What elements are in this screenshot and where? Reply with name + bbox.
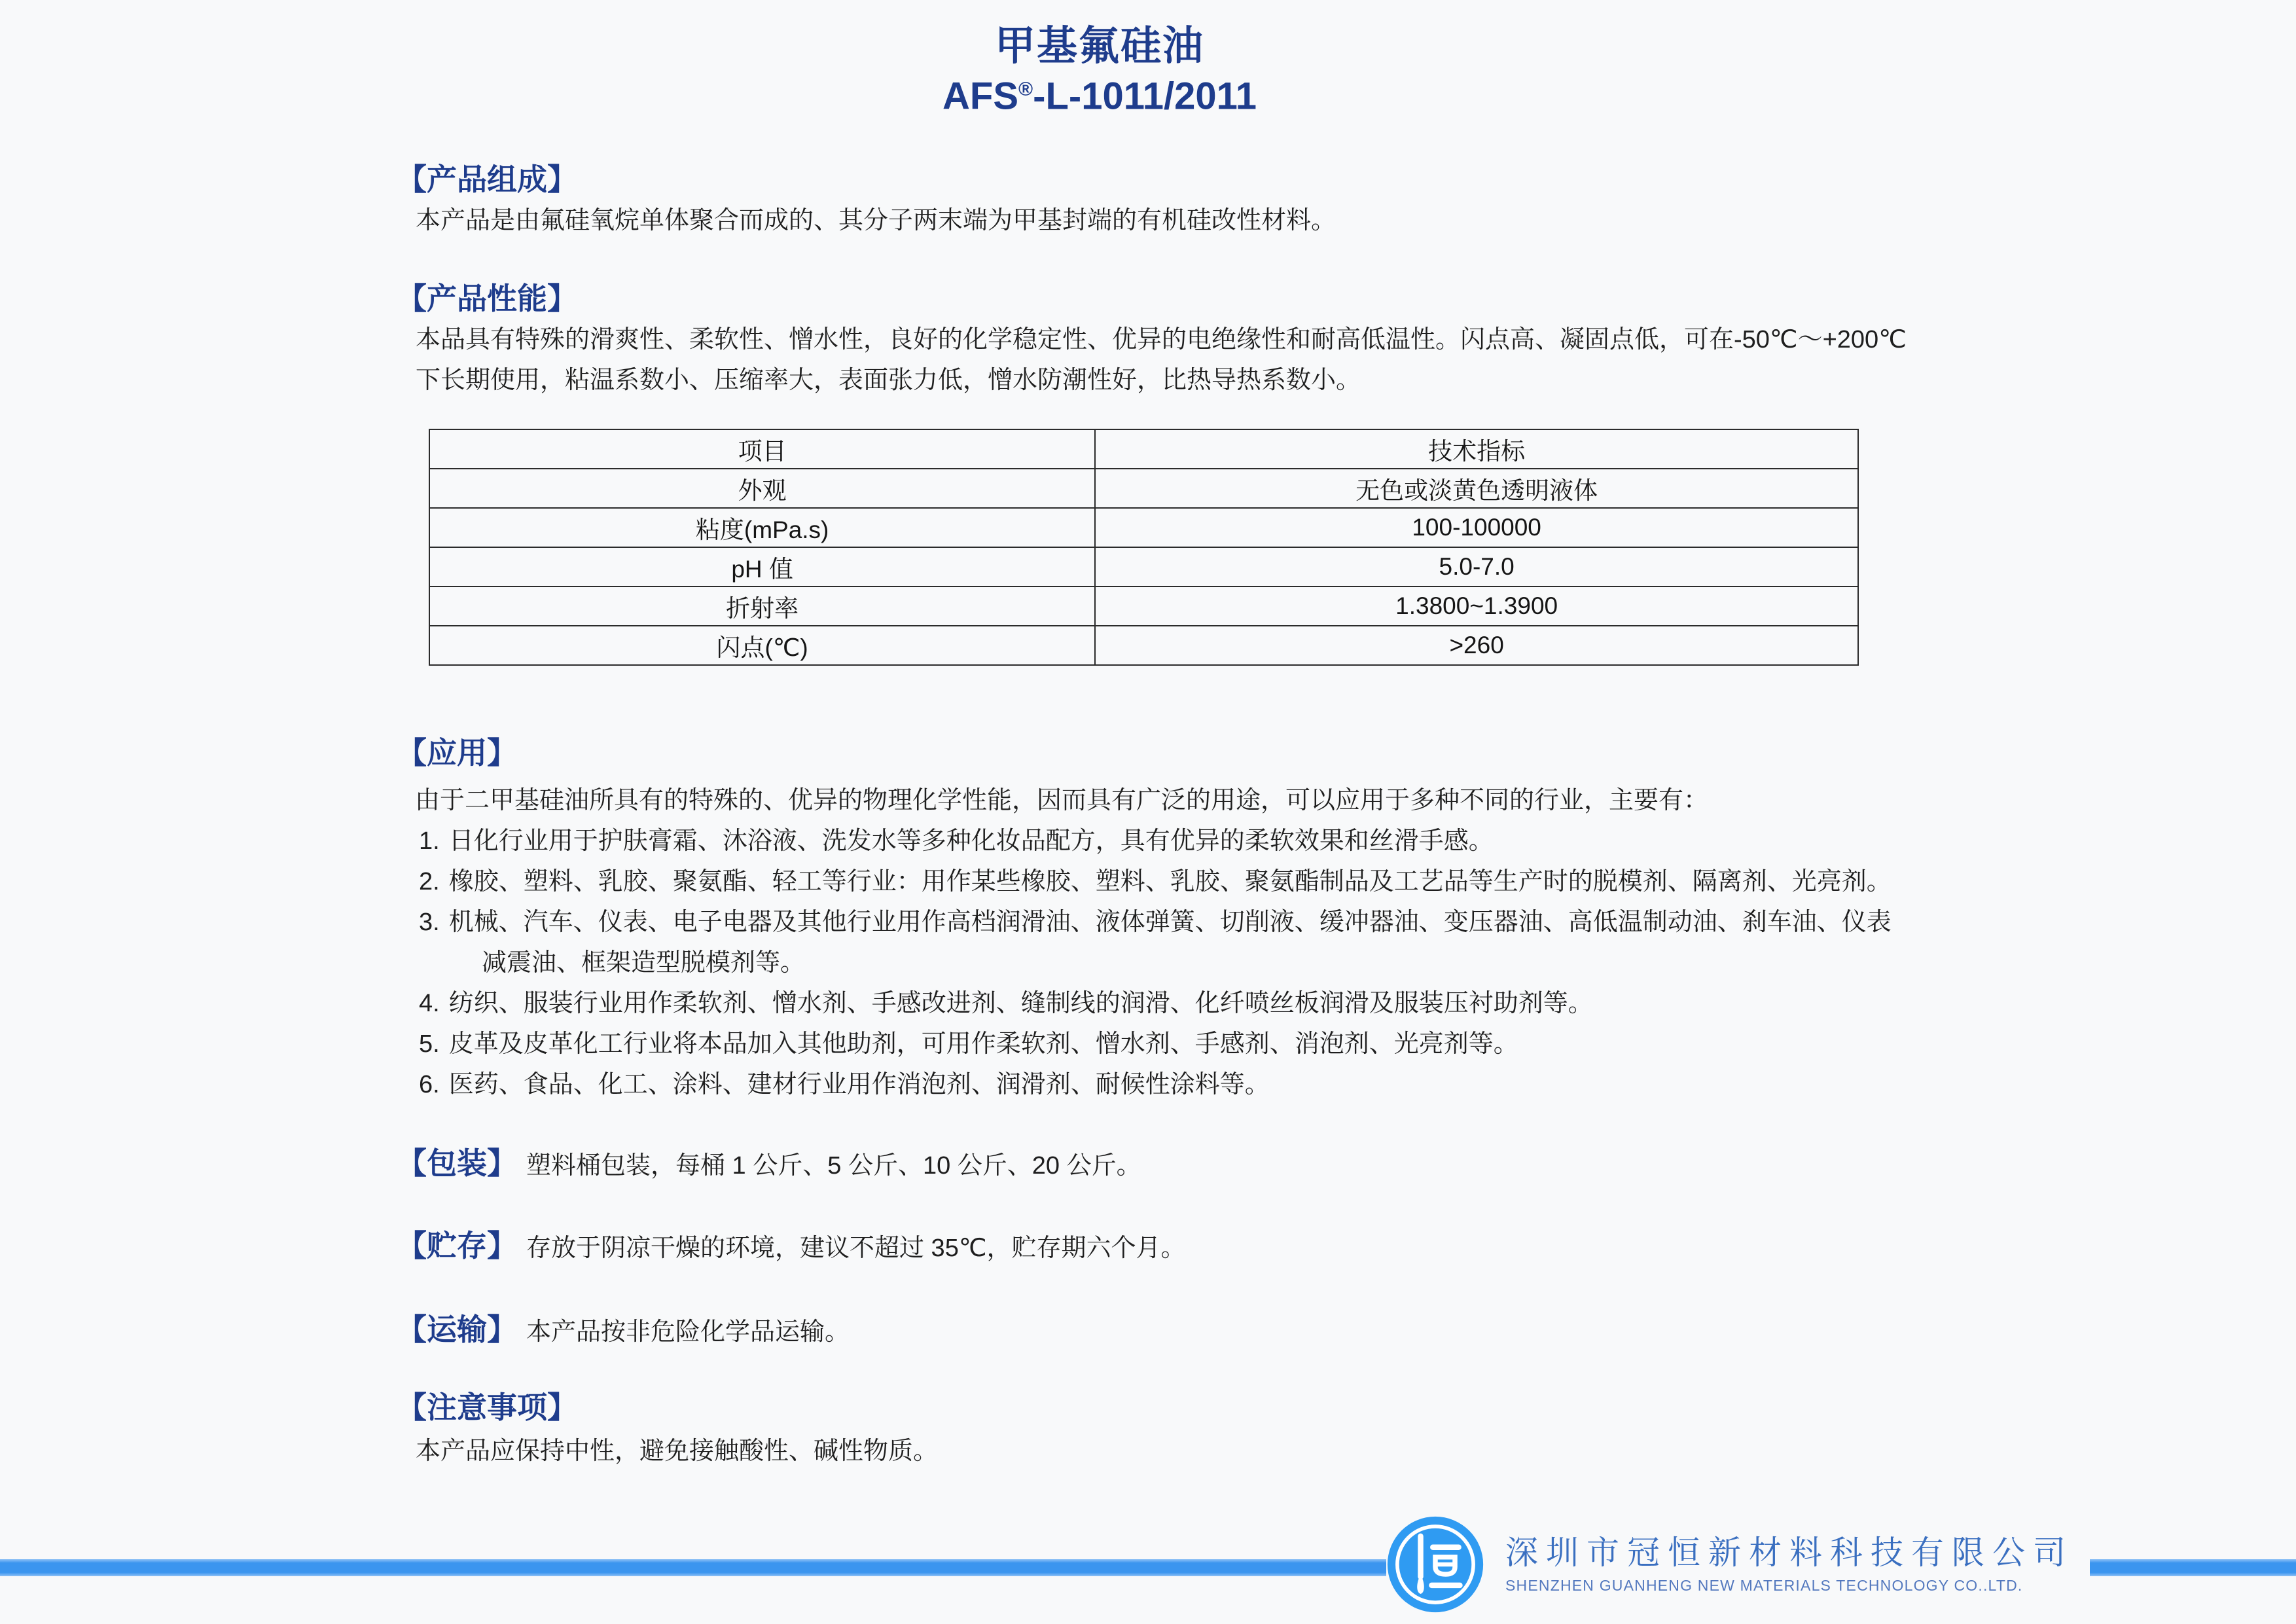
list-item <box>419 983 1902 1024</box>
company-name-block <box>1505 1534 2073 1595</box>
section-heading-packaging: 【包装】 <box>397 1146 517 1180</box>
section-body-performance: 本品具有特殊的滑爽性、柔软性、憎水性，良好的化学稳定性、优异的电绝缘性和耐高低温性。闪点高、凝固点低，可在-50℃～+200℃下长期使用，粘温系数小、压缩率大，表面张力低，憎水防潮性好，比热导热系数小。 <box>416 326 1907 394</box>
list-item-number: 2. <box>419 868 440 895</box>
list-item-text: 纺织、服装行业用作柔软剂、憎水剂、手感改进剂、缝制线的润滑、化纤喷丝板润滑及服装压衬助剂等。 <box>448 990 1593 1017</box>
product-code-suffix: -L-1011/2011 <box>1033 75 1257 118</box>
table-header-spec: 技术指标 <box>1095 429 1858 469</box>
list-item <box>419 1064 1902 1105</box>
product-code <box>0 69 2199 117</box>
company-name-en: SHENZHEN GUANHENG NEW MATERIALS TECHNOLOGY CO..LTD. <box>1505 1576 2023 1594</box>
section-body-notes: 本产品应保持中性，避免接触酸性、碱性物质。 <box>416 1437 939 1465</box>
table-cell: 闪点(℃) <box>429 626 1095 665</box>
section-body-packaging: 塑料桶包装，每桶 1 公斤、5 公斤、10 公斤、20 公斤。 <box>526 1152 1141 1180</box>
table-header-row <box>429 429 1858 469</box>
company-name-cn: 深圳市冠恒新材料科技有限公司 <box>1505 1534 2073 1571</box>
application-list <box>419 821 1902 1105</box>
table-cell: 1.3800~1.3900 <box>1095 586 1858 626</box>
section-heading-storage: 【贮存】 <box>397 1229 517 1263</box>
table-row <box>429 469 1858 508</box>
section-body-storage: 存放于阴凉干燥的环境，建议不超过 35℃，贮存期六个月。 <box>526 1235 1186 1262</box>
table-row <box>429 547 1858 586</box>
section-heading-application: 【应用】 <box>397 736 517 770</box>
section-heading-transport: 【运输】 <box>397 1312 517 1346</box>
list-item-text: 皮革及皮革化工行业将本品加入其他助剂，可用作柔软剂、憎水剂、手感剂、消泡剂、光亮剂等。 <box>448 1030 1518 1058</box>
section-heading-performance: 【产品性能】 <box>397 281 577 316</box>
section-transport <box>397 1312 850 1352</box>
list-item-number: 3. <box>419 909 440 936</box>
table-cell: 折射率 <box>429 586 1095 626</box>
application-intro: 由于二甲基硅油所具有的特殊的、优异的物理化学性能，因而具有广泛的用途，可以应用于多种不同的行业，主要有： <box>415 787 1709 814</box>
list-item-text: 医药、食品、化工、涂料、建材行业用作消泡剂、润滑剂、耐候性涂料等。 <box>448 1071 1270 1098</box>
list-item-text: 机械、汽车、仪表、电子电器及其他行业用作高档润滑油、液体弹簧、切削液、缓冲器油、变压器油、高低温制动油、刹车油、仪表减震油、框架造型脱模剂等。 <box>448 909 1892 977</box>
table-cell: 外观 <box>429 469 1095 508</box>
table-row <box>429 626 1858 665</box>
footer-company-block <box>1386 1507 2090 1621</box>
table-header-item: 项目 <box>429 429 1095 469</box>
list-item-number: 6. <box>419 1071 440 1098</box>
list-item <box>419 1024 1902 1064</box>
product-code-prefix: AFS <box>942 75 1019 118</box>
table-row <box>429 508 1858 547</box>
list-item-text: 日化行业用于护肤膏霜、沐浴液、洗发水等多种化妆品配方，具有优异的柔软效果和丝滑手感。 <box>448 827 1494 855</box>
list-item <box>419 902 1902 983</box>
table-cell: pH 值 <box>429 547 1095 586</box>
table-cell: 粘度(mPa.s) <box>429 508 1095 547</box>
table-cell: 100-100000 <box>1095 508 1858 547</box>
page-title <box>0 24 2199 117</box>
list-item-number: 5. <box>419 1030 440 1058</box>
section-application <box>397 736 1902 1105</box>
section-heading-composition: 【产品组成】 <box>397 162 577 196</box>
list-item <box>419 861 1902 902</box>
table-row <box>429 586 1858 626</box>
section-storage <box>397 1228 1186 1269</box>
company-logo-icon <box>1386 1515 1484 1614</box>
table-cell: 5.0-7.0 <box>1095 547 1858 586</box>
list-item-text: 橡胶、塑料、乳胶、聚氨酯、轻工等行业：用作某些橡胶、塑料、乳胶、聚氨酯制品及工艺品等生产时的脱模剂、隔离剂、光亮剂。 <box>448 868 1892 895</box>
product-name: 甲基氟硅油 <box>994 24 1204 69</box>
section-heading-notes: 【注意事项】 <box>397 1390 577 1424</box>
registered-trademark-symbol: ® <box>1018 79 1033 100</box>
list-item-number: 4. <box>419 990 440 1017</box>
section-packaging <box>397 1146 1141 1186</box>
list-item <box>419 821 1902 861</box>
spec-table <box>429 429 1859 666</box>
section-body-composition: 本产品是由氟硅氧烷单体聚合而成的、其分子两末端为甲基封端的有机硅改性材料。 <box>416 207 1336 234</box>
section-body-transport: 本产品按非危险化学品运输。 <box>526 1318 850 1346</box>
table-cell: 无色或淡黄色透明液体 <box>1095 469 1858 508</box>
table-cell: >260 <box>1095 626 1858 665</box>
list-item-number: 1. <box>419 827 440 855</box>
